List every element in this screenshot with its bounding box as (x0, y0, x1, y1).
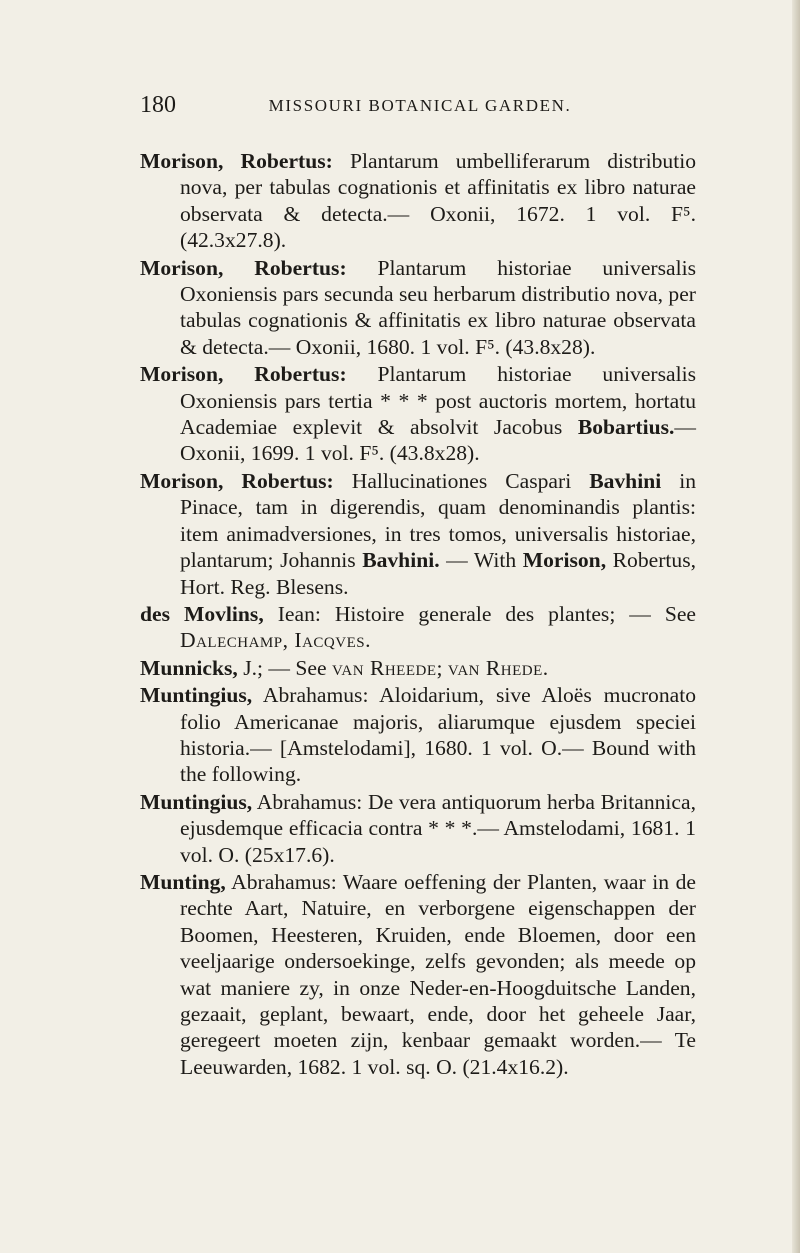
entry-text: Plantarum historiae universalis Oxoniensis pars tertia * * * post auctoris mortem, hortatu Academiae explevit & absolvit Jacobus (180, 362, 696, 440)
bibliography-entry (140, 682, 696, 788)
bibliography-entry (140, 789, 696, 868)
entry-author: Morison, Robertus: (140, 468, 334, 493)
entry-author: Munnicks, (140, 655, 238, 680)
page-number: 180 (140, 92, 176, 118)
entry-text: — With (439, 548, 523, 573)
entry-text: Abrahamus: Waare oeffening der Planten, waar in de rechte Aart, Natuire, en verborgene eigenschappen der Boomen, Heesteren, Kruiden, ende Bloemen, door een veeljaarige ondersoekinge, zelfs gevonden; als meede op wat maniere zy, in onze Neder-en-Hoogduitsche Landen, gezaait, geplant, bewaart, ende, door het geheele Jaar, geregeert moeten zijn, kenbaar gemaakt worden.— Te Leeuwarden, 1682. 1 vol. sq. O. (21.4x16.2). (180, 869, 696, 1079)
entry-person-name: Bobartius. (577, 415, 675, 440)
entry-text: ; (436, 655, 448, 680)
entry-author: Muntingius, (140, 789, 253, 814)
bibliography-entry (140, 601, 696, 654)
running-title: MISSOURI BOTANICAL GARDEN. (268, 96, 572, 115)
entry-cross-reference: van Rhede. (447, 655, 549, 680)
bibliography-entry (140, 255, 696, 361)
entry-text: Iean: Histoire generale des plantes; — See (263, 601, 697, 626)
entry-text: J.; — See (237, 655, 332, 680)
entry-cross-reference: van Rheede (331, 655, 437, 680)
entry-author: Morison, Robertus: (140, 362, 347, 387)
entry-text: in Pinace, tam in digerendis, quam denominandis plantis: item animadversiones, in tres tomos, universalis historiae, plantarum; Johannis (180, 468, 696, 573)
entry-text: Abrahamus: De vera antiquorum herba Britannica, ejusdemque efficacia contra * * *.— Amstelodami, 1681. 1 vol. O. (25x17.6). (180, 789, 696, 867)
bibliography-entry (140, 148, 696, 254)
entry-person-name: Bavhini (589, 468, 662, 493)
bibliography-list (140, 148, 696, 1081)
bibliography-entry (140, 869, 696, 1080)
entry-text: Abrahamus: Aloidarium, sive Aloës mucronato folio Americanae majoris, aliarumque ejusdem speciei historia.— [Amstelodami], 1680. 1 vol. O.— Bound with the following. (180, 683, 696, 787)
entry-text: Hallucinationes Caspari (333, 468, 590, 493)
bibliography-entry (140, 468, 696, 600)
entry-author: Morison, Robertus: (140, 149, 333, 173)
entry-author: Muntingius, (140, 683, 253, 708)
entry-text: Robertus, Hort. Reg. Blesens. (180, 548, 696, 599)
entry-author: Munting, (140, 869, 226, 894)
entry-text: — Oxonii, 1699. 1 vol. F⁵. (43.8x28). (180, 415, 696, 466)
entry-text: Plantarum umbelliferarum distributio nova, per tabulas cognationis et affinitatis ex libro naturae observata & detecta.— Oxonii, 1672. 1 vol. F⁵. (42.3x27.8). (180, 149, 696, 253)
entry-cross-reference: Dalechamp, Iacqves. (180, 628, 371, 653)
bibliography-entry (140, 361, 696, 467)
entry-text: Plantarum historiae universalis Oxoniensis pars secunda seu herbarum distributio nova, per tabulas cognationis & affinitatis ex libro naturae observata & detecta.— Oxonii, 1680. 1 vol. F⁵. (43.8x28). (180, 255, 696, 359)
page-edge-shadow (792, 0, 800, 1253)
entry-person-name: Morison, (522, 548, 607, 573)
entry-person-name: Bavhini. (362, 548, 440, 573)
entry-author: Morison, Robertus: (140, 255, 347, 280)
bibliography-entry (140, 655, 696, 681)
entry-author: des Movlins, (140, 601, 264, 626)
